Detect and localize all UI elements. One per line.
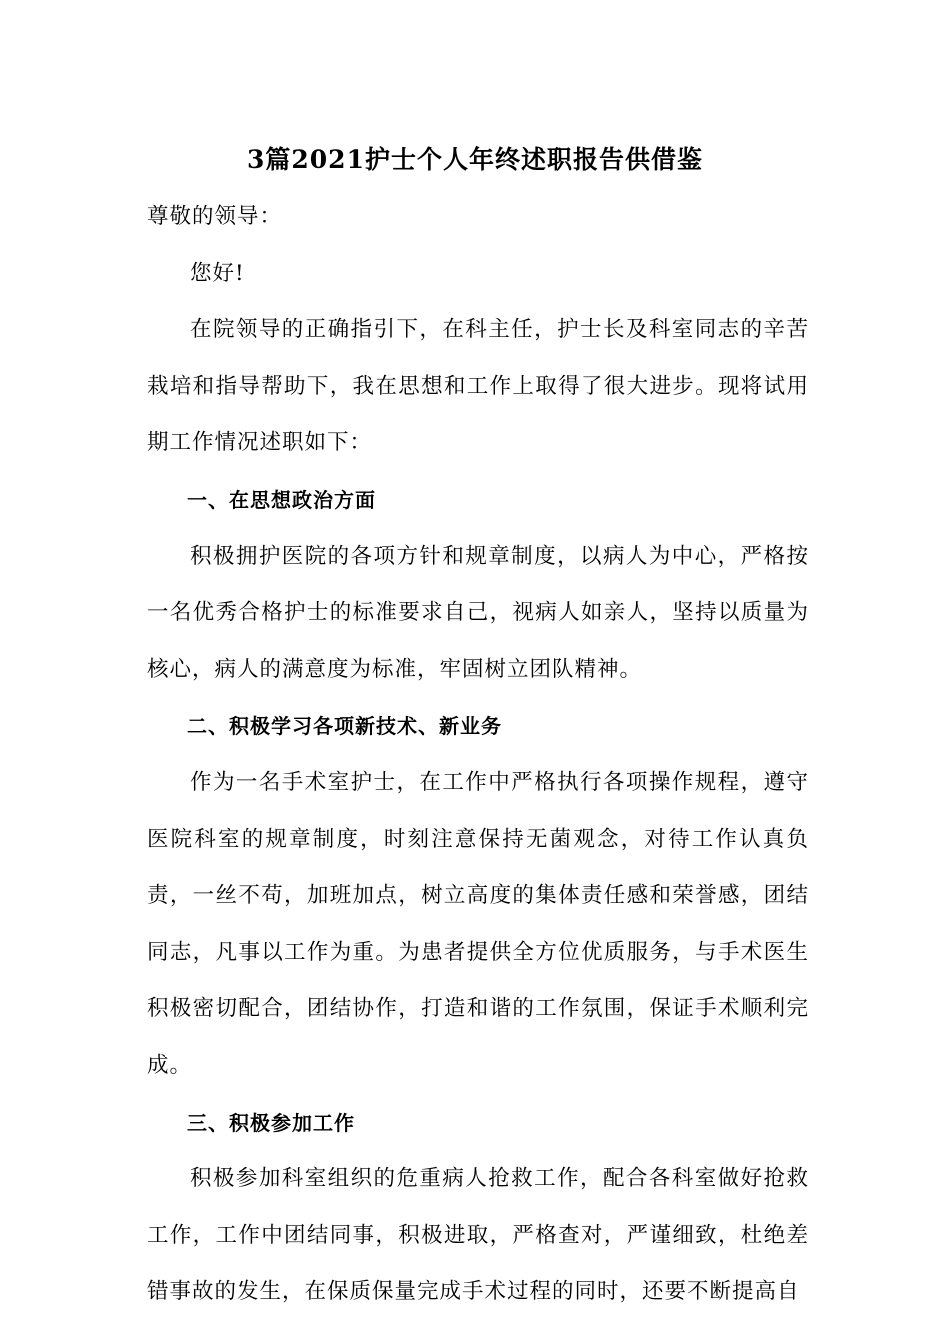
section-paragraph: 积极拥护医院的各项方针和规章制度，以病人为中心，严格按一名优秀合格护士的标准要求自己，视病人如亲人，坚持以质量为核心，病人的满意度为标准，牢固树立团队精神。 bbox=[147, 543, 809, 682]
document-body bbox=[147, 189, 809, 1321]
salutation: 尊敬的领导： bbox=[147, 204, 283, 229]
section-paragraph: 积极参加科室组织的危重病人抢救工作，配合各科室做好抢救工作，工作中团结同事，积极进取，严格查对，严谨细致，杜绝差错事故的发生，在保质保量完成手术过程的同时，还要不断提高自 bbox=[147, 1166, 809, 1305]
section-heading: 一、在思想政治方面 bbox=[187, 487, 376, 512]
greeting: 您好! bbox=[190, 260, 245, 286]
section-heading: 二、积极学习各项新技术、新业务 bbox=[187, 714, 502, 739]
section-heading: 三、积极参加工作 bbox=[187, 1110, 355, 1135]
section-paragraph: 作为一名手术室护士，在工作中严格执行各项操作规程，遵守医院科室的规章制度，时刻注意保持无菌观念，对待工作认真负责，一丝不苟，加班加点，树立高度的集体责任感和荣誉感，团结同志，凡事以工作为重。为患者提供全方位优质服务，与手术医生积极密切配合，团结协作，打造和谐的工作氛围，保证手术顺利完成。 bbox=[147, 769, 809, 1078]
document-title: 3篇2021护士个人年终述职报告供借鉴 bbox=[247, 145, 703, 174]
intro-paragraph: 在院领导的正确指引下，在科主任，护士长及科室同志的辛苦栽培和指导帮助下，我在思想和工作上取得了很大进步。现将试用期工作情况述职如下： bbox=[147, 317, 809, 456]
